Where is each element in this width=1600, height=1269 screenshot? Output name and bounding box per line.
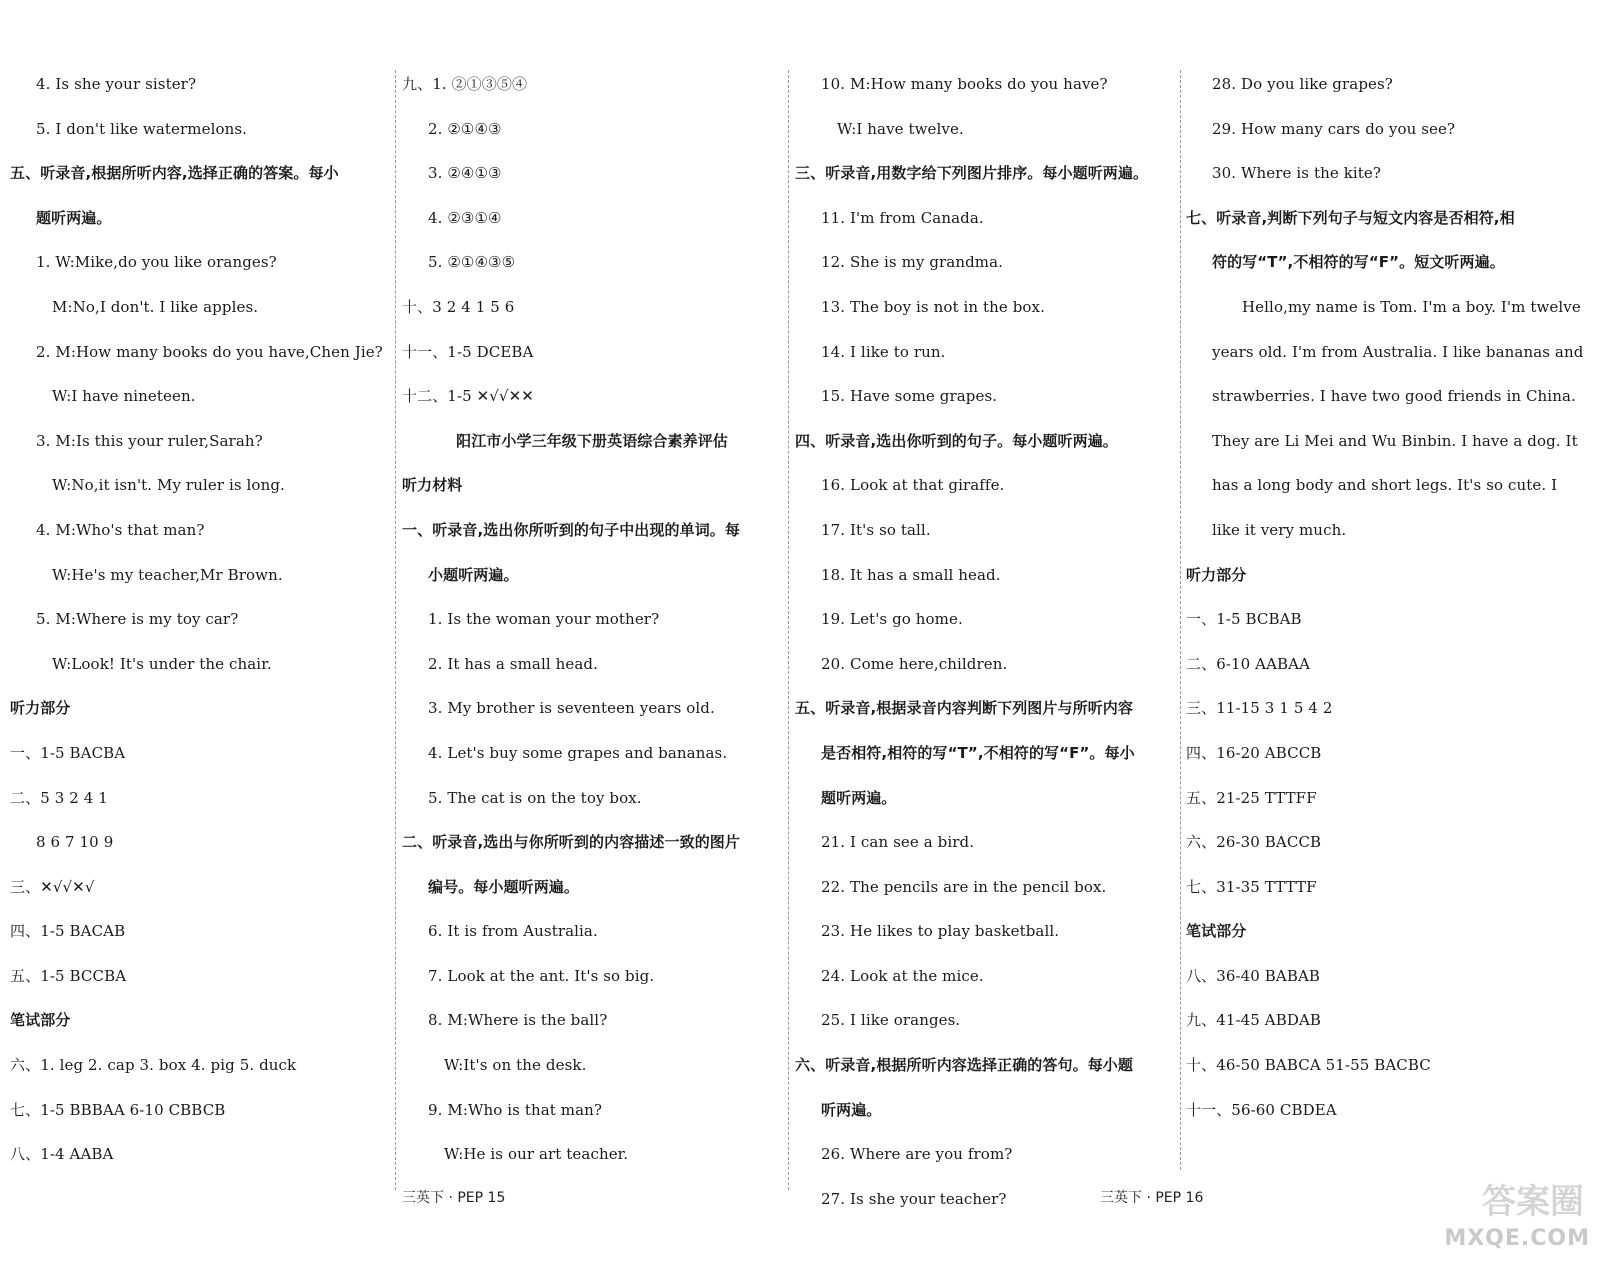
text-line: strawberries. I have two good friends in China. <box>1212 387 1576 406</box>
text-line: 四、1-5 BACAB <box>10 922 126 941</box>
text-line: 1. Is the woman your mother? <box>428 610 660 629</box>
section-heading: 笔试部分 <box>1186 922 1247 941</box>
text-line: 27. Is she your teacher? <box>821 1189 1007 1208</box>
text-line: 26. Where are you from? <box>821 1145 1013 1164</box>
text-line: W:He's my teacher,Mr Brown. <box>52 565 283 584</box>
text-line: 八、36-40 BABAB <box>1186 966 1321 985</box>
section-heading: 六、听录音,根据所听内容选择正确的答句。每小题 <box>795 1056 1134 1075</box>
text-line: years old. I'm from Australia. I like bananas and <box>1212 342 1584 361</box>
text-line: 22. The pencils are in the pencil box. <box>821 877 1107 896</box>
text-line: 十、3 2 4 1 5 6 <box>402 297 515 316</box>
text-line: W:No,it isn't. My ruler is long. <box>52 476 285 495</box>
text-line: 4. Let's buy some grapes and bananas. <box>428 743 728 762</box>
text-line: 12. She is my grandma. <box>821 253 1004 272</box>
text-line: 8. M:Where is the ball? <box>428 1011 608 1030</box>
section-heading: 是否相符,相符的写“T”,不相符的写“F”。每小 <box>821 743 1135 762</box>
text-line: 一、1-5 BCBAB <box>1186 610 1302 629</box>
text-line: 六、26-30 BACCB <box>1186 833 1322 852</box>
column-divider <box>395 70 396 1190</box>
section-heading: 五、听录音,根据录音内容判断下列图片与所听内容 <box>795 699 1134 718</box>
text-line: 九、1. ②①③⑤④ <box>402 75 528 93</box>
text-line: 3. M:Is this your ruler,Sarah? <box>36 431 263 450</box>
watermark-logo: 答案圈 <box>1482 1182 1584 1222</box>
text-line: 五、1-5 BCCBA <box>10 966 127 985</box>
text-line: 三、✕√√✕√ <box>10 877 95 896</box>
text-line: 4. Is she your sister? <box>36 75 197 93</box>
column-1 <box>10 62 388 1212</box>
column-divider <box>1180 70 1181 1170</box>
text-line: 1. W:Mike,do you like oranges? <box>36 253 277 272</box>
text-line: 23. He likes to play basketball. <box>821 922 1060 941</box>
text-line: 11. I'm from Canada. <box>821 208 984 227</box>
text-line: 7. Look at the ant. It's so big. <box>428 966 655 985</box>
text-line: W:I have twelve. <box>837 119 964 138</box>
section-heading: 听两遍。 <box>821 1100 882 1119</box>
text-line: 18. It has a small head. <box>821 565 1001 584</box>
text-line: 六、1. leg 2. cap 3. box 4. pig 5. duck <box>10 1056 297 1075</box>
text-line: 3. My brother is seventeen years old. <box>428 699 715 718</box>
text-line: 2. It has a small head. <box>428 654 598 673</box>
section-heading: 笔试部分 <box>10 1011 71 1030</box>
column-4 <box>1186 62 1590 1212</box>
text-line: 2. M:How many books do you have,Chen Jie? <box>36 342 383 361</box>
section-heading: 五、听录音,根据所听内容,选择正确的答案。每小 <box>10 164 339 183</box>
page-footer-left: 三英下 · PEP 15 <box>402 1190 506 1206</box>
text-line: 八、1-4 AABA <box>10 1145 114 1164</box>
text-line: 24. Look at the mice. <box>821 966 984 985</box>
text-line: 16. Look at that giraffe. <box>821 476 1005 495</box>
text-line: 5. I don't like watermelons. <box>36 119 248 138</box>
text-line: 25. I like oranges. <box>821 1011 961 1030</box>
section-heading: 一、听录音,选出你所听到的句子中出现的单词。每 <box>402 520 741 539</box>
text-line: 十二、1-5 ✕√√✕✕ <box>402 387 534 406</box>
text-line: 5. M:Where is my toy car? <box>36 610 239 629</box>
text-line: 4. ②③①④ <box>428 208 502 227</box>
text-line: 3. ②④①③ <box>428 164 502 183</box>
document-title: 阳江市小学三年级下册英语综合素养评估 <box>456 431 728 450</box>
text-line: 13. The boy is not in the box. <box>821 297 1045 316</box>
section-heading: 编号。每小题听两遍。 <box>428 877 580 896</box>
text-line: 9. M:Who is that man? <box>428 1100 603 1119</box>
text-line: 17. It's so tall. <box>821 520 931 539</box>
text-line: 15. Have some grapes. <box>821 387 998 406</box>
text-line: W:It's on the desk. <box>444 1056 587 1075</box>
text-line: 十一、56-60 CBDEA <box>1186 1100 1337 1119</box>
watermark-site: MXQE.COM <box>1444 1226 1590 1251</box>
text-line: 七、1-5 BBBAA 6-10 CBBCB <box>10 1100 226 1119</box>
section-heading: 听力部分 <box>1186 565 1247 584</box>
text-line: 14. I like to run. <box>821 342 946 361</box>
section-heading: 小题听两遍。 <box>428 565 519 584</box>
section-heading: 听力材料 <box>402 476 463 495</box>
section-heading: 三、听录音,用数字给下列图片排序。每小题听两遍。 <box>795 164 1149 183</box>
text-line: 30. Where is the kite? <box>1212 164 1382 183</box>
text-line: 二、6-10 AABAA <box>1186 654 1311 673</box>
text-line: 五、21-25 TTTFF <box>1186 788 1317 807</box>
text-line: has a long body and short legs. It's so cute. I <box>1212 476 1558 495</box>
text-line: 6. It is from Australia. <box>428 922 598 941</box>
text-line: 5. ②①④③⑤ <box>428 253 516 272</box>
text-line: 七、31-35 TTTTF <box>1186 877 1317 896</box>
text-line: 2. ②①④③ <box>428 119 502 138</box>
text-line: like it very much. <box>1212 520 1347 539</box>
page-footer-right: 三英下 · PEP 16 <box>1100 1190 1204 1206</box>
text-line: 十一、1-5 DCEBA <box>402 342 534 361</box>
section-heading: 符的写“T”,不相符的写“F”。短文听两遍。 <box>1212 253 1505 272</box>
text-line: 一、1-5 BACBA <box>10 743 126 762</box>
text-line: 28. Do you like grapes? <box>1212 75 1393 93</box>
watermark <box>1440 1173 1590 1251</box>
text-line: They are Li Mei and Wu Binbin. I have a dog. It <box>1212 431 1578 450</box>
column-3 <box>795 62 1173 1212</box>
section-heading: 题听两遍。 <box>36 208 112 227</box>
text-line: W:I have nineteen. <box>52 387 196 406</box>
text-line: 4. M:Who's that man? <box>36 520 205 539</box>
section-heading: 题听两遍。 <box>821 788 897 807</box>
text-line: 二、5 3 2 4 1 <box>10 788 108 807</box>
section-heading: 七、听录音,判断下列句子与短文内容是否相符,相 <box>1186 208 1515 227</box>
text-line: W:He is our art teacher. <box>444 1145 629 1164</box>
section-heading: 四、听录音,选出你听到的句子。每小题听两遍。 <box>795 431 1118 450</box>
text-line: 20. Come here,children. <box>821 654 1008 673</box>
text-line: 21. I can see a bird. <box>821 833 975 852</box>
text-line: W:Look! It's under the chair. <box>52 654 272 673</box>
text-line: 10. M:How many books do you have? <box>821 75 1108 93</box>
text-line: 四、16-20 ABCCB <box>1186 743 1322 762</box>
text-line: 5. The cat is on the toy box. <box>428 788 642 807</box>
column-2 <box>402 62 782 1212</box>
text-line: 三、11-15 3 1 5 4 2 <box>1186 699 1333 718</box>
text-line: 19. Let's go home. <box>821 610 963 629</box>
section-heading: 二、听录音,选出与你所听到的内容描述一致的图片 <box>402 833 741 852</box>
text-line: 8 6 7 10 9 <box>36 833 114 852</box>
text-line: 九、41-45 ABDAB <box>1186 1011 1322 1030</box>
section-heading: 听力部分 <box>10 699 71 718</box>
column-divider <box>788 70 789 1190</box>
text-line: Hello,my name is Tom. I'm a boy. I'm twelve <box>1242 297 1581 316</box>
text-line: 十、46-50 BABCA 51-55 BACBC <box>1186 1056 1431 1075</box>
text-line: M:No,I don't. I like apples. <box>52 297 259 316</box>
text-line: 29. How many cars do you see? <box>1212 119 1456 138</box>
